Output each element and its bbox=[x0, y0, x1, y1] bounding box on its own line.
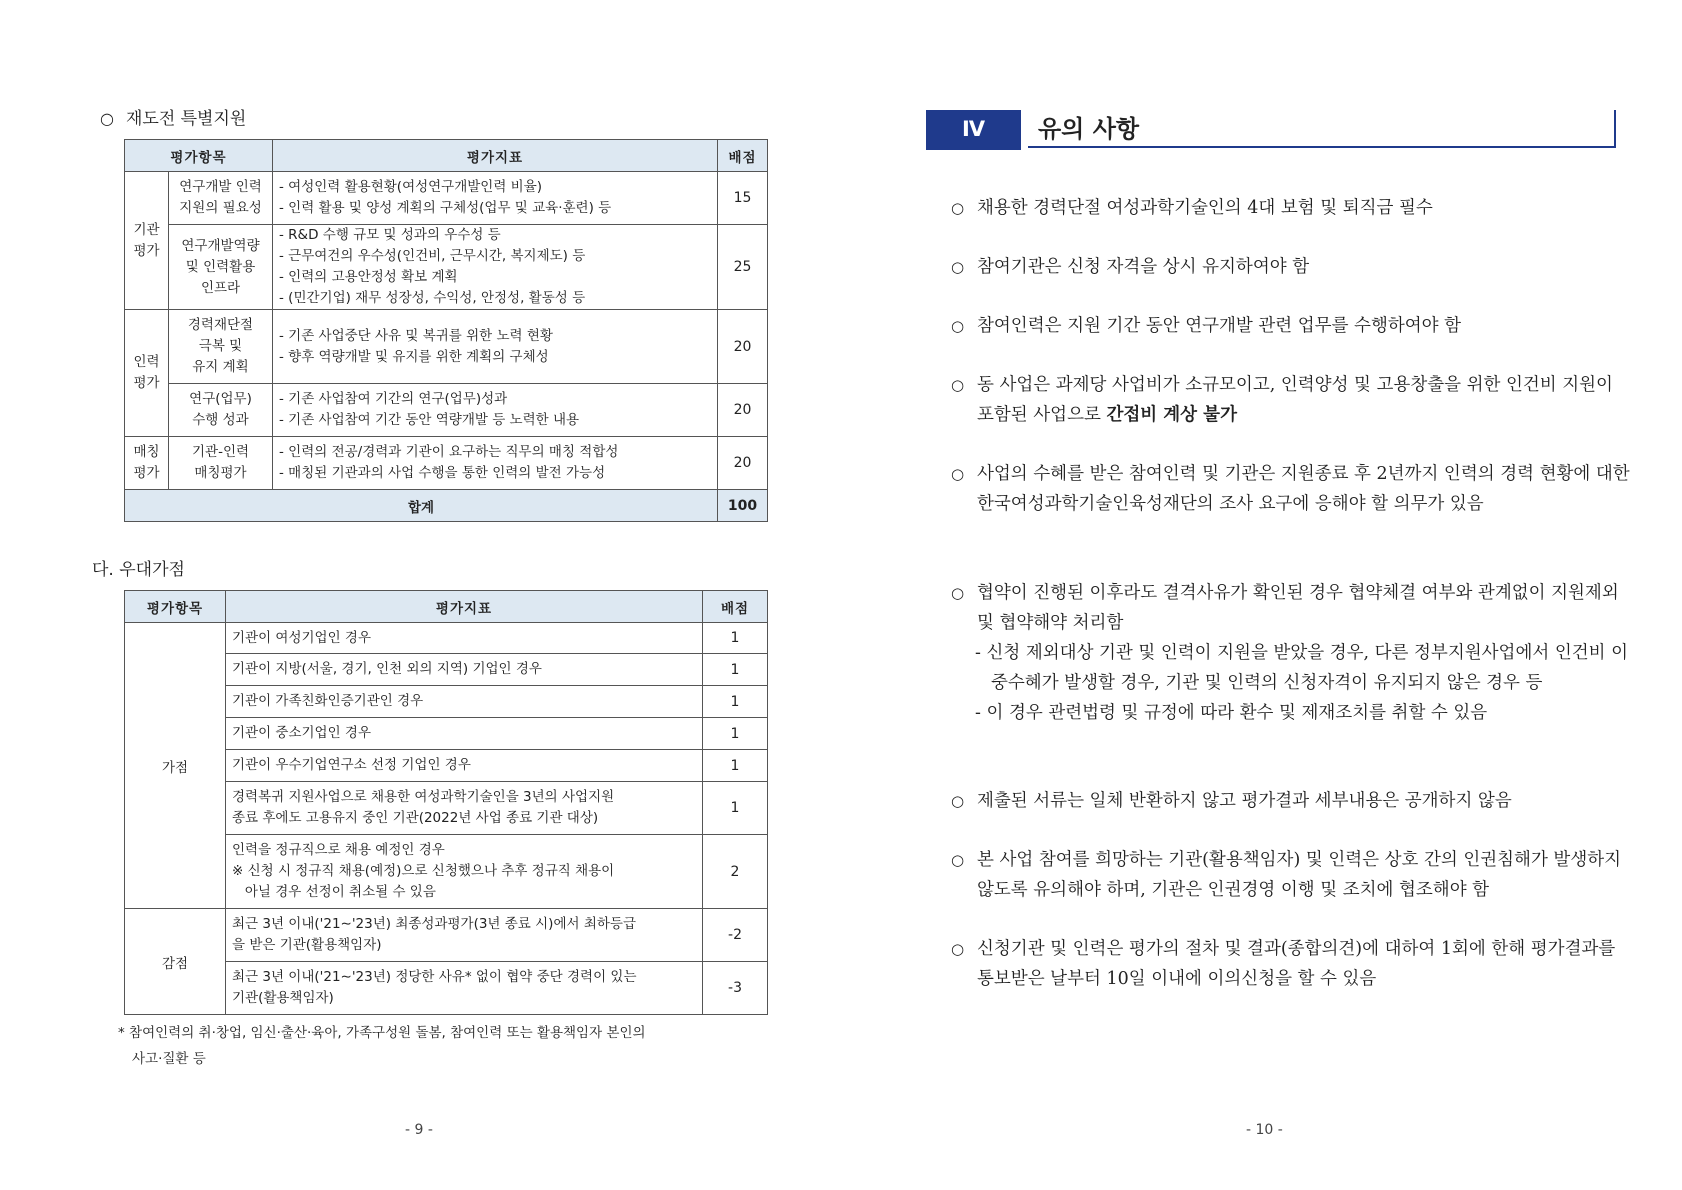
note-item: ○ 사업의 수혜를 받은 참여인력 및 기관은 지원종료 후 2년까지 인력의 경력 현황에 대한 한국여성과학기술인육성재단의 조사 요구에 응해야 할 의무가 있음 bbox=[951, 459, 1631, 519]
bullet-icon: ○ bbox=[951, 792, 965, 810]
sub-item: - 이 경우 관련법령 및 규정에 따라 환수 및 제재조치를 취할 수 있음 bbox=[975, 703, 1488, 723]
special-support-table bbox=[124, 139, 768, 522]
group-label-matching: 매칭 평가 bbox=[125, 437, 169, 490]
col-header-item: 평가항목 bbox=[125, 140, 273, 172]
bonus-group-label: 가점 bbox=[125, 623, 226, 909]
row-indicators: - 인력의 전공/경력과 기관이 요구하는 직무의 매칭 적합성 - 매칭된 기관과의 사업 수행을 통한 인력의 발전 가능성 bbox=[273, 437, 718, 490]
row-score: -2 bbox=[703, 909, 768, 962]
col-header-score: 배점 bbox=[718, 140, 768, 172]
bullet-icon: ○ bbox=[951, 465, 965, 483]
section-special-support-title: ○ 재도전 특별지원 bbox=[100, 109, 247, 129]
row-score: 20 bbox=[718, 310, 768, 384]
bullet-icon: ○ bbox=[951, 376, 965, 394]
row-score: 1 bbox=[703, 686, 768, 718]
page-number: - 9 - bbox=[405, 1122, 433, 1138]
table-row bbox=[125, 310, 768, 384]
col-header-score: 배점 bbox=[703, 591, 768, 623]
note-item: ○ 채용한 경력단절 여성과학기술인의 4대 보험 및 퇴직금 필수 bbox=[951, 193, 1631, 223]
section-bonus-title: 다. 우대가점 bbox=[92, 560, 185, 580]
row-score: 1 bbox=[703, 654, 768, 686]
col-header-indicator: 평가지표 bbox=[273, 140, 718, 172]
bullet-icon: ○ bbox=[951, 199, 965, 217]
note-item: ○ 참여인력은 지원 기간 동안 연구개발 관련 업무를 수행하여야 함 bbox=[951, 311, 1631, 341]
total-label: 합계 bbox=[125, 490, 718, 522]
row-score: 1 bbox=[703, 750, 768, 782]
group-label-personnel: 인력 평가 bbox=[125, 310, 169, 437]
note-item: ○ 동 사업은 과제당 사업비가 소규모이고, 인력양성 및 고용창출을 위한 인건비 지원이 포함된 사업으로 간접비 계상 불가 bbox=[951, 370, 1631, 430]
row-score: 2 bbox=[703, 835, 768, 909]
table-header-row bbox=[125, 591, 768, 623]
row-indicator: 기관이 지방(서울, 경기, 인천 외의 지역) 기업인 경우 bbox=[226, 654, 703, 686]
table-header-row bbox=[125, 140, 768, 172]
row-score: 1 bbox=[703, 718, 768, 750]
row-item: 연구개발역량 및 인력활용 인프라 bbox=[169, 225, 273, 310]
note-item: ○ 협약이 진행된 이후라도 결격사유가 확인된 경우 협약체결 여부와 관계없이 지원제외 및 협약해약 처리함 - 신청 제외대상 기관 및 인력이 지원을 받았을 경우, 다른 정부지원사업에서 인건비 이중수혜가 발생할 경우, 기관 및 인력의 신청자격이 유지되지 않은 경우 등 - 이 경우 관련법령 및 규정에 따라 환수 및 제재조치를 취할 수 있음 bbox=[951, 578, 1631, 728]
emphasis-text: 간접비 계상 불가 bbox=[1106, 405, 1237, 425]
total-score: 100 bbox=[718, 490, 768, 522]
bonus-points-table bbox=[124, 590, 768, 1015]
table-row bbox=[125, 623, 768, 654]
footnote: * 참여인력의 취·창업, 임신·출산·육아, 가족구성원 돌봄, 참여인력 또는 활용책임자 본인의 사고·질환 등 bbox=[118, 1025, 646, 1067]
bullet-icon: ○ bbox=[951, 584, 965, 602]
row-indicator: 기관이 우수기업연구소 선정 기업인 경우 bbox=[226, 750, 703, 782]
bullet-icon: ○ bbox=[951, 258, 965, 276]
col-header-item: 평가항목 bbox=[125, 591, 226, 623]
table-row bbox=[125, 437, 768, 490]
row-item: 연구(업무) 수행 성과 bbox=[169, 384, 273, 437]
bullet-icon: ○ bbox=[951, 851, 965, 869]
row-score: -3 bbox=[703, 962, 768, 1015]
row-item: 기관-인력 매칭평가 bbox=[169, 437, 273, 490]
note-item: ○ 본 사업 참여를 희망하는 기관(활용책임자) 및 인력은 상호 간의 인권침해가 발생하지 않도록 유의해야 하며, 기관은 인권경영 이행 및 조치에 협조해야 함 bbox=[951, 845, 1631, 905]
table-row bbox=[125, 172, 768, 225]
table-row bbox=[125, 384, 768, 437]
row-score: 20 bbox=[718, 437, 768, 490]
note-item: ○ 참여기관은 신청 자격을 상시 유지하여야 함 bbox=[951, 252, 1631, 282]
row-indicator: 기관이 가족친화인증기관인 경우 bbox=[226, 686, 703, 718]
row-indicators: - R&D 수행 규모 및 성과의 우수성 등 - 근무여건의 우수성(인건비, 근무시간, 복지제도) 등 - 인력의 고용안정성 확보 계획 - (민간기업) 재무 성장성, 수익성, 안정성, 활동성 등 bbox=[273, 225, 718, 310]
row-score: 25 bbox=[718, 225, 768, 310]
table-row bbox=[125, 225, 768, 310]
bullet-icon: ○ bbox=[951, 317, 965, 335]
row-score: 1 bbox=[703, 623, 768, 654]
row-indicator: 기관이 여성기업인 경우 bbox=[226, 623, 703, 654]
section-heading: 유의 사항 bbox=[1028, 110, 1616, 148]
section-number-badge: Ⅳ bbox=[926, 110, 1021, 148]
table-total-row bbox=[125, 490, 768, 522]
row-indicator: 인력을 정규직으로 채용 예정인 경우 ※ 신청 시 정규직 채용(예정)으로 신청했으나 추후 정규직 채용이 아닐 경우 선정이 취소될 수 있음 bbox=[226, 835, 703, 909]
row-indicators: - 기존 사업중단 사유 및 복귀를 위한 노력 현황 - 향후 역량개발 및 유지를 위한 계획의 구체성 bbox=[273, 310, 718, 384]
row-score: 20 bbox=[718, 384, 768, 437]
penalty-group-label: 감점 bbox=[125, 909, 226, 1015]
row-item: 경력재단절 극복 및 유지 계획 bbox=[169, 310, 273, 384]
right-page bbox=[841, 0, 1682, 1190]
row-indicators: - 여성인력 활용현황(여성연구개발인력 비율) - 인력 활용 및 양성 계획의 구체성(업무 및 교육·훈련) 등 bbox=[273, 172, 718, 225]
row-item: 연구개발 인력 지원의 필요성 bbox=[169, 172, 273, 225]
row-indicator: 최근 3년 이내('21∼'23년) 정당한 사유* 없이 협약 중단 경력이 있는 기관(활용책임자) bbox=[226, 962, 703, 1015]
section-heading-banner bbox=[926, 110, 1616, 150]
group-label-institution: 기관 평가 bbox=[125, 172, 169, 310]
sub-item: - 신청 제외대상 기관 및 인력이 지원을 받았을 경우, 다른 정부지원사업에서 인건비 이중수혜가 발생할 경우, 기관 및 인력의 신청자격이 유지되지 않은 경우 등 bbox=[975, 643, 1628, 693]
row-indicators: - 기존 사업참여 기간의 연구(업무)성과 - 기존 사업참여 기간 동안 역량개발 등 노력한 내용 bbox=[273, 384, 718, 437]
row-indicator: 최근 3년 이내('21∼'23년) 최종성과평가(3년 종료 시)에서 최하등급 을 받은 기관(활용책임자) bbox=[226, 909, 703, 962]
row-indicator: 기관이 중소기업인 경우 bbox=[226, 718, 703, 750]
bullet-icon: ○ bbox=[951, 940, 965, 958]
note-item: ○ 신청기관 및 인력은 평가의 절차 및 결과(종합의견)에 대하여 1회에 한해 평가결과를 통보받은 날부터 10일 이내에 이의신청을 할 수 있음 bbox=[951, 934, 1631, 994]
col-header-indicator: 평가지표 bbox=[226, 591, 703, 623]
row-indicator: 경력복귀 지원사업으로 채용한 여성과학기술인을 3년의 사업지원 종료 후에도 고용유지 중인 기관(2022년 사업 종료 기관 대상) bbox=[226, 782, 703, 835]
row-score: 15 bbox=[718, 172, 768, 225]
note-item: ○ 제출된 서류는 일체 반환하지 않고 평가결과 세부내용은 공개하지 않음 bbox=[951, 786, 1631, 816]
row-score: 1 bbox=[703, 782, 768, 835]
table-row bbox=[125, 909, 768, 962]
page-number: - 10 - bbox=[1246, 1122, 1283, 1138]
